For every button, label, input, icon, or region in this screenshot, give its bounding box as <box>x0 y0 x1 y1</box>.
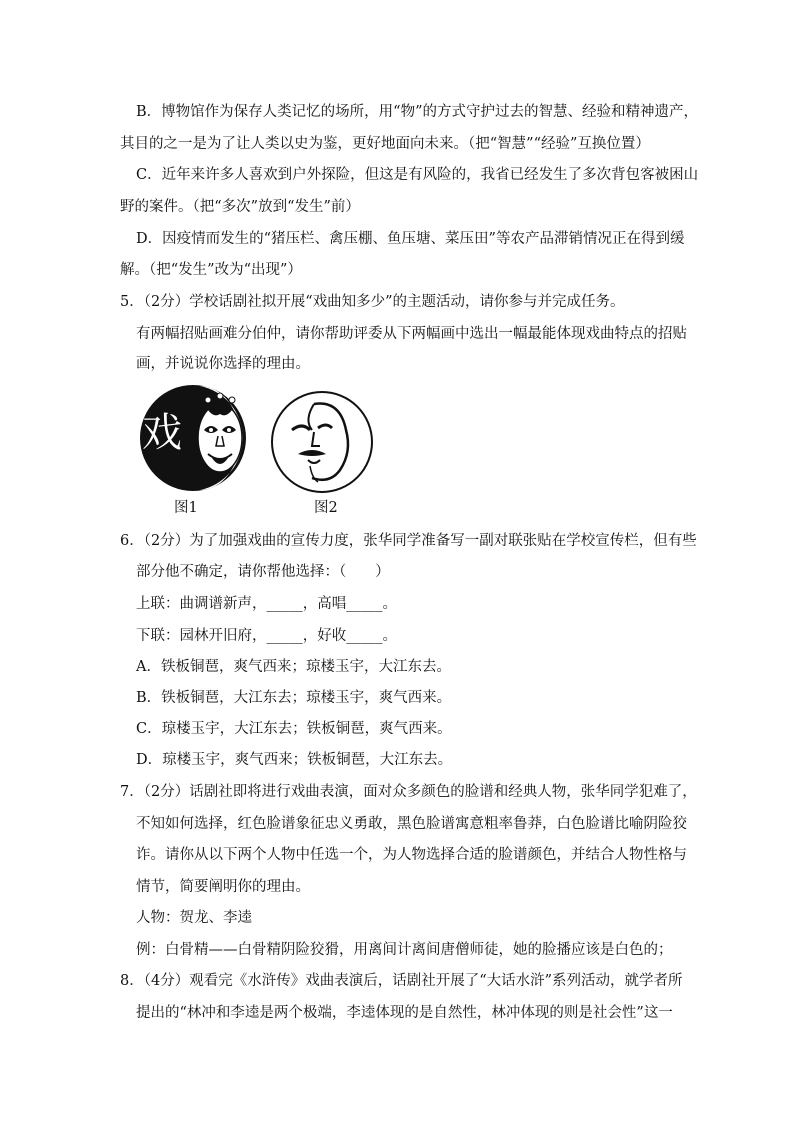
couplet-lower: 下联：园林开旧府，_____，好收_____。 <box>136 628 397 644</box>
option-c-line-2: 野的案件。（把“多次”放到“发生”前） <box>120 199 360 215</box>
option-d-line-2: 解。（把“发生”改为“出现”） <box>120 262 302 278</box>
couplet-upper: 上联：曲调谱新声，_____，高唱_____。 <box>136 596 397 612</box>
option-b-line-1: B．博物馆作为保存人类记忆的场所，用“物”的方式守护过去的智慧、经验和精神遗产， <box>136 104 698 120</box>
option-c-line-1: C．近年来许多人喜欢到户外探险，但这是有风险的，我省已经发生了多次背包客被困山 <box>136 167 699 183</box>
question-5-line-3: 画，并说说你选择的理由。 <box>136 356 310 372</box>
question-6-option-a: A．铁板铜琶，爽气西来；琼楼玉宇，大江东去。 <box>136 659 451 675</box>
question-6-option-c: C．琼楼玉宇，大江东去；铁板铜琶，爽气西来。 <box>136 721 452 737</box>
poster-figure-1 <box>138 384 248 496</box>
question-7-characters: 人物：贺龙、李逵 <box>136 910 252 926</box>
question-5-stem: 5．（2分）学校话剧社拟开展“戏曲知多少”的主题活动，请你参与并完成任务。 <box>120 294 625 310</box>
question-6-option-b: B．铁板铜琶，大江东去；琼楼玉宇，爽气西来。 <box>136 690 452 706</box>
question-7-stem: 7．（2分）话剧社即将进行戏曲表演，面对众多颜色的脸谱和经典人物，张华同学犯难了， <box>120 784 697 800</box>
question-6-option-d: D．琼楼玉宇，爽气西来；铁板铜琶，大江东去。 <box>136 752 453 768</box>
question-8-line-2: 提出的“林冲和李逵是两个极端，李逵体现的是自然性，林冲体现的则是社会性”这一 <box>136 1005 673 1021</box>
question-7-line-2: 不知如何选择，红色脸谱象征忠义勇敢，黑色脸谱寓意粗率鲁莽，白色脸谱比喻阴险狡 <box>136 816 687 832</box>
question-7-example: 例：白骨精——白骨精阴险狡猾，用离间计离间唐僧师徒，她的脸播应该是白色的； <box>136 942 673 958</box>
question-6-line-2: 部分他不确定，请你帮他选择：（ ） <box>136 564 390 580</box>
question-5-line-2: 有两幅招贴画难分伯仲，请你帮助评委从下两幅画中选出一幅最能体现戏曲特点的招贴 <box>136 326 687 342</box>
question-6-stem: 6．（2分）为了加强戏曲的宣传力度，张华同学准备写一副对联张贴在学校宣传栏，但有些 <box>120 533 697 549</box>
question-8-stem: 8．（4分）观看完《水浒传》戏曲表演后，话剧社开展了“大话水浒”系列活动，就学者所 <box>120 973 683 989</box>
question-7-line-4: 情节，简要阐明你的理由。 <box>136 879 310 895</box>
poster-figure-2 <box>268 390 376 498</box>
option-d-line-1: D．因疫情而发生的“猪压栏、禽压棚、鱼压塘、菜压田”等农产品滞销情况正在得到缓 <box>136 231 685 247</box>
figure-1-caption: 图1 <box>174 500 198 516</box>
question-7-line-3: 诈。请你从以下两个人物中任选一个，为人物选择合适的脸谱颜色，并结合人物性格与 <box>136 847 687 863</box>
face-sketch-poster-image <box>268 390 376 494</box>
figure-2-caption: 图2 <box>314 500 338 516</box>
poster-calligraphy-char: 戏 <box>142 410 182 456</box>
option-b-line-2: 其目的之一是为了让人类以史为鉴，更好地面向未来。（把“智慧”“经验”互换位置） <box>120 136 650 152</box>
opera-mask-poster-image <box>138 384 248 492</box>
